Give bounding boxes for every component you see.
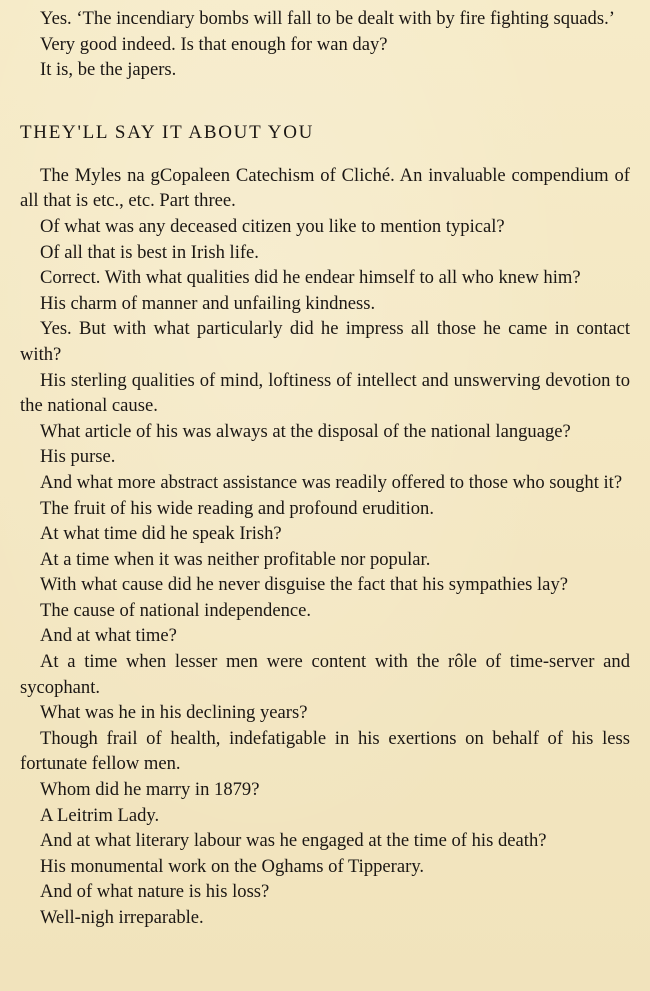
- paragraph: Of all that is best in Irish life.: [40, 241, 259, 263]
- paragraph: At a time when it was neither profitable nor popular.: [40, 548, 431, 570]
- paragraph: What article of his was always at the disposal of the national language?: [40, 420, 571, 442]
- paragraph: Of what was any deceased citizen you like to mention typical?: [40, 215, 505, 237]
- paragraph: The Myles na gCopaleen Catechism of Cliché. An invaluable compendium of all that is etc., etc. Part three.: [20, 164, 630, 212]
- paragraph: And what more abstract assistance was readily offered to those who sought it?: [40, 471, 623, 493]
- paragraph: Though frail of health, indefatigable in his exertions on behalf of his less fortunate fellow men.: [20, 727, 630, 775]
- paragraph: And at what literary labour was he engaged at the time of his death?: [40, 830, 547, 852]
- paragraph: The cause of national independence.: [40, 599, 312, 621]
- paragraph: Very good indeed. Is that enough for wan day?: [40, 33, 388, 55]
- paragraph: Whom did he marry in 1879?: [40, 779, 260, 801]
- section-heading: THEY'LL SAY IT ABOUT YOU: [20, 121, 315, 143]
- paragraph: Well-nigh irreparable.: [40, 907, 204, 928]
- paragraph: At a time when lesser men were content with the rôle of time-server and sycophant.: [20, 651, 630, 698]
- paragraph: The fruit of his wide reading and profound erudition.: [40, 497, 434, 519]
- paragraph: And at what time?: [40, 625, 177, 647]
- paragraph: His monumental work on the Oghams of Tipperary.: [40, 855, 425, 877]
- paragraph: What was he in his declining years?: [40, 702, 308, 724]
- paragraph: Yes. But with what particularly did he impress all those he came in contact with?: [20, 318, 630, 365]
- paragraph: His purse.: [40, 446, 116, 468]
- paragraph: It is, be the japers.: [40, 59, 177, 81]
- paragraph: His charm of manner and unfailing kindness.: [40, 292, 376, 314]
- paragraph: Correct. With what qualities did he endear himself to all who knew him?: [40, 267, 581, 289]
- paragraph: With what cause did he never disguise the fact that his sympathies lay?: [40, 574, 568, 596]
- paragraph: A Leitrim Lady.: [40, 804, 160, 826]
- paragraph: His sterling qualities of mind, loftiness of intellect and unswerving devotion to the national cause.: [20, 369, 630, 417]
- paragraph: And of what nature is his loss?: [40, 881, 270, 903]
- paragraph: At what time did he speak Irish?: [40, 523, 282, 545]
- paragraph: Yes. ‘The incendiary bombs will fall to be dealt with by fire fighting squads.’: [40, 8, 615, 29]
